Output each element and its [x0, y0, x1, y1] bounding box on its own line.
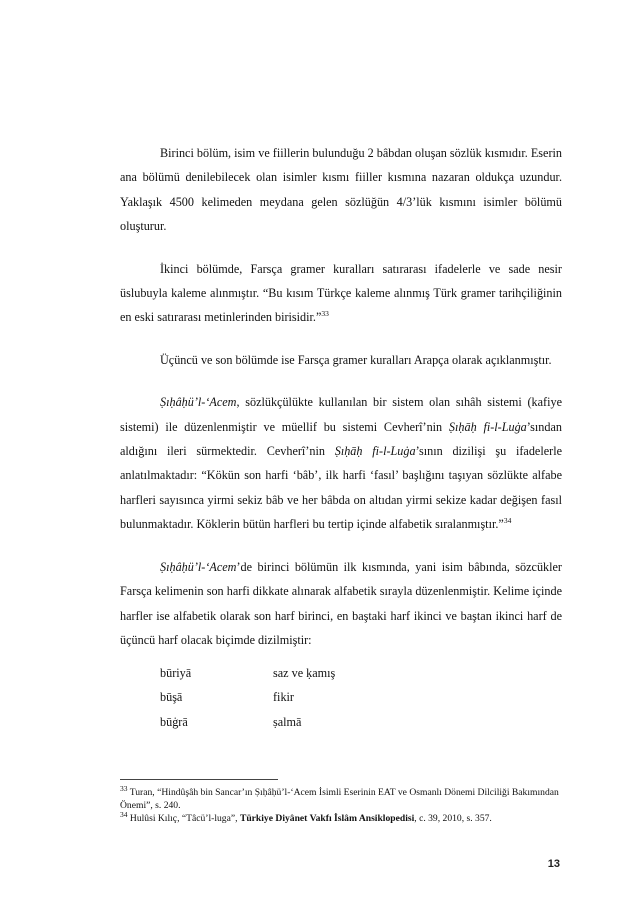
persian-word: būriyā	[160, 665, 192, 680]
paragraph-1-text: Birinci bölüm, isim ve fiillerin bulunduğu 2 bâbdan oluşan sözlük kısmıdır. Eserin ana bölümü denilebilecek olan isimler kısmı fiiller kısmına nazaran oldukça uzundur. Yaklaşık 4500 kelimeden meydana gelen sözlüğün 4/3’lük kısmını isimler bölümü oluşturur.	[120, 146, 562, 234]
work-title: Ṣıḥâḥü’l-‘Acem	[160, 559, 237, 574]
paragraph-4-text-c: ’sının dizilişi şu ifadelerle anlatılmaktadır: “Kökün son harfi ‘bâb’, ilk harfi ‘fasıl’ başlığını taşıyan sözlükte alfabe harfleri sayısınca yirmi sekiz bâb ve her bâbda on altıdan yirmi sekize kadar değişen fasıl bulunmaktadır. Köklerin bütün harfleri bu tertip içinde alfabetik sıralanmıştır.”	[120, 444, 562, 532]
paragraph-4-text-b: ’sından aldığını ileri sürmektedir. Cevherî’nin	[120, 419, 562, 459]
encyclopedia-title: Türkiye Diyânet Vakfı İslâm Ansiklopedisi	[239, 813, 415, 824]
paragraph-5	[120, 555, 562, 653]
word-meaning: ṣalmā	[273, 714, 302, 729]
paragraph-3-text: Üçüncü ve son bölümde ise Farsça gramer kuralları Arapça olarak açıklanmıştır.	[160, 352, 552, 367]
body-text	[120, 141, 562, 670]
paragraph-3	[120, 348, 562, 372]
footnote-text: Hulûsi Kılıç, “Tâcü’l-luga”,	[127, 813, 240, 824]
footnote-ref-34[interactable]: 34	[503, 516, 512, 526]
footnote-34	[120, 809, 570, 825]
footnote-text: Turan, “Hindûşâh bin Sancar’ın Ṣıḥâḥü’l-‘Acem İsimli Eserinin EAT ve Osmanlı Dönemi Dilciliği Bakımından Önemi”, s. 240.	[120, 787, 559, 811]
page-number: 13	[547, 858, 560, 870]
persian-word: būġrā	[160, 714, 188, 729]
reference-title: Ṣıḥāḥ fi-l-Luġa	[448, 419, 527, 434]
footnotes	[120, 783, 570, 825]
paragraph-2	[120, 257, 562, 330]
word-list-row	[160, 686, 335, 711]
footnote-ref-33[interactable]: 33	[321, 309, 329, 319]
paragraph-4	[120, 390, 562, 536]
word-meaning: fikir	[273, 690, 294, 705]
footnote-number: 33	[120, 783, 128, 793]
word-list-row	[160, 710, 335, 735]
footnote-33	[120, 783, 570, 812]
paragraph-2-text: İkinci bölümde, Farsça gramer kuralları satırarası ifadelerle ve sade nesir üslubuyla kaleme alınmıştır. “Bu kısım Türkçe kaleme alınmış Türk gramer tarihçiliğinin en eski satırarası metinlerinden birisidir.”	[120, 261, 562, 325]
paragraph-5-text: ’de birinci bölümün ilk kısmında, yani isim bâbında, sözcükler Farsça kelimenin son harfi dikkate alınarak alfabetik sırayla düzenlenmiştir. Kelime içinde harfler ise alfabetik olarak son harf birinci, en baştaki harf ikinci ve baştan ikinci harf de üçüncü harf olacak biçimde dizilmiştir:	[120, 559, 562, 647]
word-list	[160, 661, 335, 735]
word-list-row	[160, 661, 335, 686]
word-meaning: saz ve ḳamış	[273, 665, 336, 680]
reference-title: Ṣıḥāḥ fi-l-Luġa	[334, 444, 416, 459]
footnote-text: , c. 39, 2010, s. 357.	[414, 813, 492, 824]
paragraph-4-text-a: , sözlükçülükte kullanılan bir sistem olan sıhâh sistemi (kafiye sistemi) ile düzenlenmiştir ve müellif bu sistemi Cevherî’nin	[120, 395, 562, 434]
footnote-number: 34	[120, 809, 128, 819]
work-title: Ṣıḥâḥü’l-‘Acem	[160, 395, 237, 410]
paragraph-1	[120, 141, 562, 239]
persian-word: būşā	[160, 690, 183, 705]
footnote-separator	[120, 779, 278, 780]
